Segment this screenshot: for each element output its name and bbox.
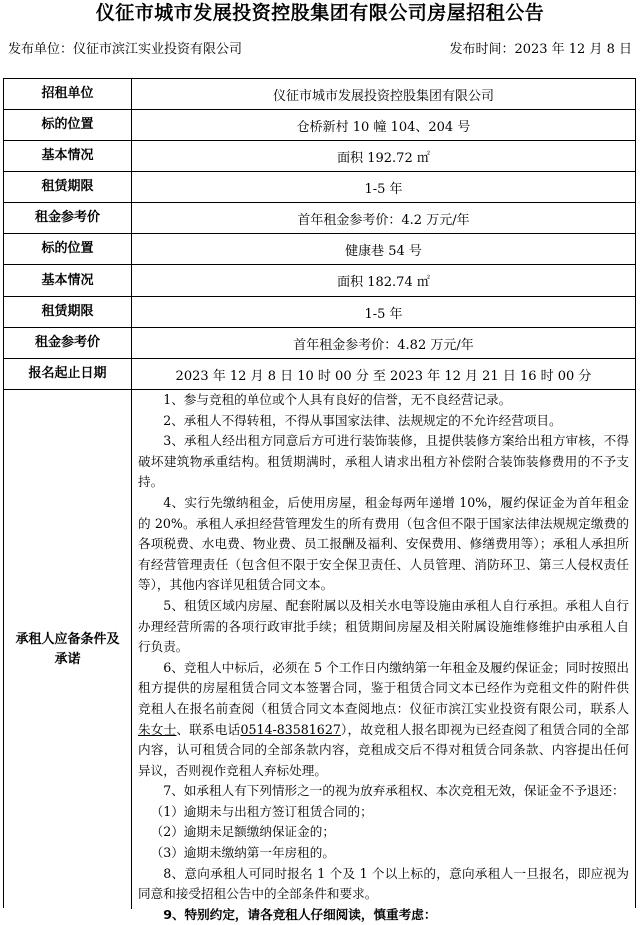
row-label: 报名起止日期	[4, 359, 132, 389]
term-9: 9、特别约定，请各竞租人仔细阅读，慎重考虑：	[163, 906, 437, 922]
row-label: 标的位置	[4, 110, 132, 140]
row-value: 面积 182.74 ㎡	[337, 275, 430, 290]
row-value: 1-5 年	[364, 306, 403, 322]
contact-phone: 0514-83581627	[240, 721, 341, 737]
term-1: 1、参与竞租的单位或个人具有良好的信誉，无不良经营记录。	[163, 392, 512, 407]
notice-table	[3, 78, 636, 922]
row-value: 健康巷 54 号	[345, 243, 422, 259]
table-row	[4, 203, 635, 234]
term-7-1: （1）逾期未与出租方签订租赁合同的；	[150, 803, 373, 819]
table-row	[4, 359, 635, 390]
table-row	[4, 110, 635, 141]
table-row	[4, 234, 635, 265]
term-6-text-a: 6、竞租人中标后，必须在 5 个工作日内缴纳第一年租金及履约保证金；同时按照出租方提供的房屋租赁合同文本签署合同，鉴于租赁合同文本已经作为竞租文件的附件供竞租人在报名前查阅（租赁合同文本查阅地点：仪征市滨江实业投资有限公司，联系人	[138, 659, 629, 716]
row-label: 基本情况	[4, 265, 132, 296]
term-6-text-c: ），故竞租人报名即视为已经查阅了租赁合同的全部内容，认可租赁合同的全部条款内容，竞租成交后不得对租赁合同条款、内容提出任何异议，否则视作竞租人弃标处理。	[138, 721, 630, 778]
term-2: 2、承租人不得转租，不得从事国家法律、法规规定的不允许经营项目。	[163, 412, 562, 428]
contact-person: 朱女士	[138, 721, 177, 737]
row-label: 租赁期限	[4, 172, 132, 202]
table-row	[4, 172, 635, 203]
table-row	[4, 297, 635, 328]
row-label: 基本情况	[4, 141, 132, 171]
row-value: 仪征市城市发展投资控股集团有限公司	[272, 88, 494, 104]
row-label: 租赁期限	[4, 297, 132, 327]
row-value: 仓桥新村 10 幢 104、204 号	[296, 119, 471, 135]
table-row	[4, 141, 635, 172]
row-value: 首年租金参考价：4.82 万元/年	[293, 337, 474, 353]
row-label: 租金参考价	[4, 203, 132, 233]
terms-row	[4, 390, 635, 922]
terms-label: 承租人应备条件及承诺	[4, 390, 132, 909]
publish-time: 发布时间：2023 年 12 月 8 日	[449, 42, 632, 57]
term-7-3: （3）逾期未缴纳第一年房租的。	[150, 845, 335, 861]
term-7: 7、如承租人有下列情形之一的视为放弃承租权、本次竞租无效，保证金不予退还：	[163, 783, 625, 799]
row-value: 2023 年 12 月 8 日 10 时 00 分 至 2023 年 12 月 21 日 16 时 00 分	[175, 368, 592, 384]
terms-content	[138, 390, 629, 925]
term-4: 4、实行先缴纳租金，后使用房屋，租金每两年递增 10%，履约保证金为首年租金的 20%。承租人承担经营管理发生的所有费用（包含但不限于国家法律法规规定缴费的各项税费、水电费、物业费、员工报酬及福利、安保费用、修缮费用等）；承租人承担所有经营管理责任（包含但不限于安全保卫责任、人员管理、消防环卫、第三人侵权责任等），其他内容详见租赁合同文本。	[138, 494, 629, 593]
table-row	[4, 79, 635, 110]
row-label: 招租单位	[4, 79, 132, 109]
term-6	[138, 658, 629, 782]
row-label: 租金参考价	[4, 328, 132, 358]
term-3: 3、承租人经出租方同意后方可进行装饰装修，且提供装修方案给出租方审核，不得破坏建筑物承重结构。租赁期满时，承租人请求出租方补偿附合装饰装修费用的不予支持。	[138, 433, 629, 490]
term-6-text-b: 、联系电话	[176, 721, 241, 737]
page-title: 仪征市城市发展投资控股集团有限公司房屋招租公告	[95, 2, 545, 24]
row-label: 标的位置	[4, 234, 132, 264]
term-7-2: （2）逾期未足额缴纳保证金的；	[150, 824, 335, 840]
table-row	[4, 265, 635, 297]
row-value: 1-5 年	[364, 181, 403, 197]
term-5: 5、租赁区域内房屋、配套附属以及相关水电等设施由承租人自行承担。承租人自行办理经营所需的各项行政审批手续；租赁期间房屋及相关附属设施维修维护由承租人自行负责。	[138, 597, 629, 655]
row-value: 面积 192.72 ㎡	[337, 150, 430, 166]
publisher: 发布单位：仪征市滨江实业投资有限公司	[8, 42, 243, 57]
term-8: 8、意向承租人可同时报名 1 个及 1 个以上标的，意向承租人一旦报名，即应视为同意和接受招租公告中的全部条件和要求。	[138, 865, 629, 902]
row-value: 首年租金参考价：4.2 万元/年	[297, 212, 470, 228]
table-row	[4, 328, 635, 359]
